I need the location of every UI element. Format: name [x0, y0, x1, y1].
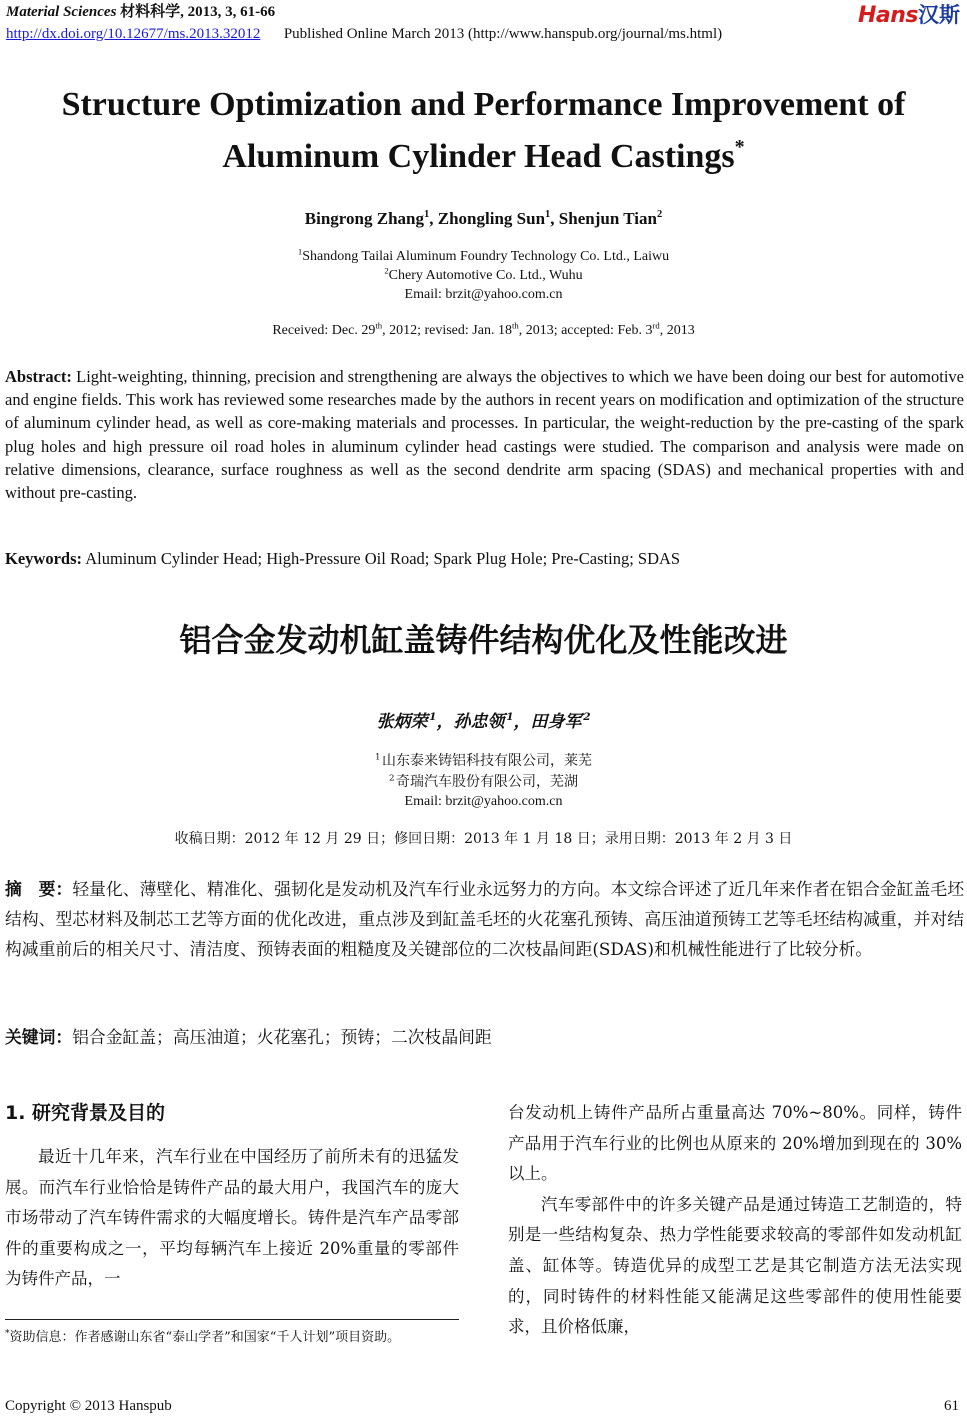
abstract-label: Abstract:: [5, 367, 72, 386]
footnote-mark: *: [5, 1329, 10, 1339]
body-paragraph: 台发动机上铸件产品所占重量高达 70%~80%。同样，铸件产品用于汽车行业的比例也从原来的 20%增加到现在的 30%以上。: [508, 1103, 962, 1184]
abstract-text: Light-weighting, thinning, precision and strengthening are always the objectives to which we have been doing our best for automotive and engine fields. This work has reviewed some researches made by the authors in recent years on modification and optimization of the structure of aluminum cylinder head, as well as core-making materials and processes. In particular, the weight-reduction by the pre-casting of the spark plug holes and high pressure oil road holes in aluminum cylinder head castings were studied. The comparison and analysis were made on relative dimensions, clearance, surface roughness as well as the second dendrite arm spacing (SDAS) and mechanical properties with and without pre-casting.: [5, 367, 964, 503]
author-separator: ，: [436, 712, 454, 732]
body-column-left: [5, 1098, 459, 1295]
affiliation-text: Chery Automotive Co. Ltd., Wuhu: [388, 268, 583, 283]
abstract-text-zh: 轻量化、薄壁化、精准化、强韧化是发动机及汽车行业永远努力的方向。本文综合评述了近几年来作者在铝合金缸盖毛坯结构、型芯材料及制芯工艺等方面的优化改进，重点涉及到缸盖毛坯的火花塞孔预铸、高压油道预铸工艺等毛坯结构减重，并对结构减重前后的相关尺寸、清洁度、预铸表面的粗糙度及关键部位的二次枝晶间距(SDAS)和机械性能进行了比较分析。: [5, 879, 964, 959]
keywords-label: Keywords:: [5, 549, 82, 568]
author-sup: 1: [506, 711, 514, 724]
revised-text: , 2012; revised: Jan. 18: [382, 323, 512, 338]
author-name: Bingrong Zhang: [304, 209, 424, 228]
title-line-1: Structure Optimization and Performance Improvement of: [61, 86, 906, 123]
author-name: Shenjun Tian: [558, 209, 657, 228]
author-separator: ，: [513, 712, 531, 732]
author-sup: 2: [656, 209, 663, 221]
author-name-zh: 张炳荣: [376, 712, 428, 732]
keywords-zh: [5, 1022, 964, 1052]
affiliation-sup: 2: [389, 773, 395, 784]
email-zh: Email: brzit@yahoo.com.cn: [404, 794, 563, 809]
affiliation-sup: 1: [297, 246, 303, 257]
section-heading: 1. 研究背景及目的: [5, 1102, 166, 1124]
volume-info: , 2013, 3, 61-66: [180, 4, 276, 20]
authors-zh: [0, 709, 967, 735]
keywords-text-zh: 铝合金缸盖；高压油道；火花塞孔；预铸；二次枝晶间距: [72, 1027, 492, 1047]
email-en: Email: brzit@yahoo.com.cn: [404, 287, 563, 302]
affiliation-zh-2: [0, 772, 967, 792]
page-header: [6, 2, 964, 48]
received-dates-en: [0, 321, 967, 341]
author-sup: 1: [424, 209, 430, 221]
abstract-zh: [5, 874, 964, 964]
logo-text-en: Hans: [857, 3, 918, 28]
journal-name: Material Sciences: [6, 4, 117, 20]
affiliation-en-2: [0, 266, 967, 286]
author-name-zh: 田身军: [530, 712, 582, 732]
affiliation-zh-1: [0, 751, 967, 771]
keywords-text: Aluminum Cylinder Head; High-Pressure Oil Road; Spark Plug Hole; Pre-Casting; SDAS: [85, 549, 681, 568]
footnote-text: 资助信息：作者感谢山东省“泰山学者”和国家“千人计划”项目资助。: [9, 1330, 401, 1345]
body-column-right: [508, 1098, 962, 1343]
ordinal-sup: rd: [652, 320, 660, 331]
affiliation-en-1: [0, 247, 967, 267]
affiliation-sup: 2: [384, 265, 389, 276]
title-line-2: Aluminum Cylinder Head Castings: [222, 138, 735, 175]
body-paragraph: 最近十几年来，汽车行业在中国经历了前所未有的迅猛发展。而汽车行业恰恰是铸件产品的最大用户，我国汽车的庞大市场带动了汽车铸件需求的大幅度增长。铸件是汽车产品零部件的重要构成之一，平均每辆汽车上接近 20%重量的零部件为铸件产品，一: [5, 1147, 459, 1289]
page-number: 61: [944, 1398, 959, 1414]
journal-name-zh: 材料科学: [120, 4, 181, 20]
keywords-label-zh: 关键词：: [5, 1027, 73, 1047]
author-separator: ,: [429, 209, 438, 228]
affiliation-text: 山东泰来铸铝科技有限公司，莱芜: [381, 753, 592, 769]
body-paragraph: 汽车零部件中的许多关键产品是通过铸造工艺制造的，特别是一些结构复杂、热力学性能要求较高的零部件如发动机缸盖、缸体等。铸造优异的成型工艺是其它制造方法无法实现的，同时铸件的材料性能又能满足这些零部件的使用性能要求，且价格低廉，: [508, 1194, 962, 1337]
authors-en: [0, 207, 967, 231]
year-text: , 2013: [659, 323, 695, 338]
affiliation-sup: 1: [375, 752, 381, 763]
journal-citation: [6, 2, 275, 22]
author-sup: 1: [429, 711, 437, 724]
paper-title-en: [0, 84, 967, 178]
doi-line: [6, 24, 722, 44]
title-footnote-mark: *: [734, 136, 745, 158]
ordinal-sup: th: [375, 320, 383, 331]
footnote: [5, 1324, 459, 1348]
author-sup: 1: [545, 209, 551, 221]
footer-copyright: Copyright © 2013 Hanspub: [5, 1398, 172, 1414]
footnote-divider: [5, 1319, 459, 1320]
received-text: Received: Dec. 29: [272, 323, 376, 338]
publisher-logo: [858, 2, 960, 28]
affiliation-text: Shandong Tailai Aluminum Foundry Technology Co. Ltd., Laiwu: [302, 249, 670, 264]
published-note: Published Online March 2013 (http://www.hanspub.org/journal/ms.html): [283, 26, 723, 42]
abstract-label-zh: 摘 要：: [5, 879, 73, 899]
received-dates-zh: 收稿日期：2012 年 12 月 29 日；修回日期：2013 年 1 月 18 日；录用日期：2013 年 2 月 3 日: [174, 831, 793, 847]
paper-title-zh: 铝合金发动机缸盖铸件结构优化及性能改进: [179, 621, 788, 659]
keywords-en: [5, 547, 964, 571]
author-name: Zhongling Sun: [437, 209, 546, 228]
doi-link[interactable]: http://dx.doi.org/10.12677/ms.2013.32012: [6, 26, 261, 42]
author-separator: ,: [550, 209, 559, 228]
author-name-zh: 孙忠领: [453, 712, 505, 732]
ordinal-sup: th: [511, 320, 519, 331]
logo-text-zh: 汉斯: [918, 3, 960, 27]
affiliation-text: 奇瑞汽车股份有限公司，芜湖: [395, 774, 578, 790]
abstract-en: [5, 365, 964, 504]
accepted-text: , 2013; accepted: Feb. 3: [518, 323, 653, 338]
author-sup: 2: [583, 711, 591, 724]
